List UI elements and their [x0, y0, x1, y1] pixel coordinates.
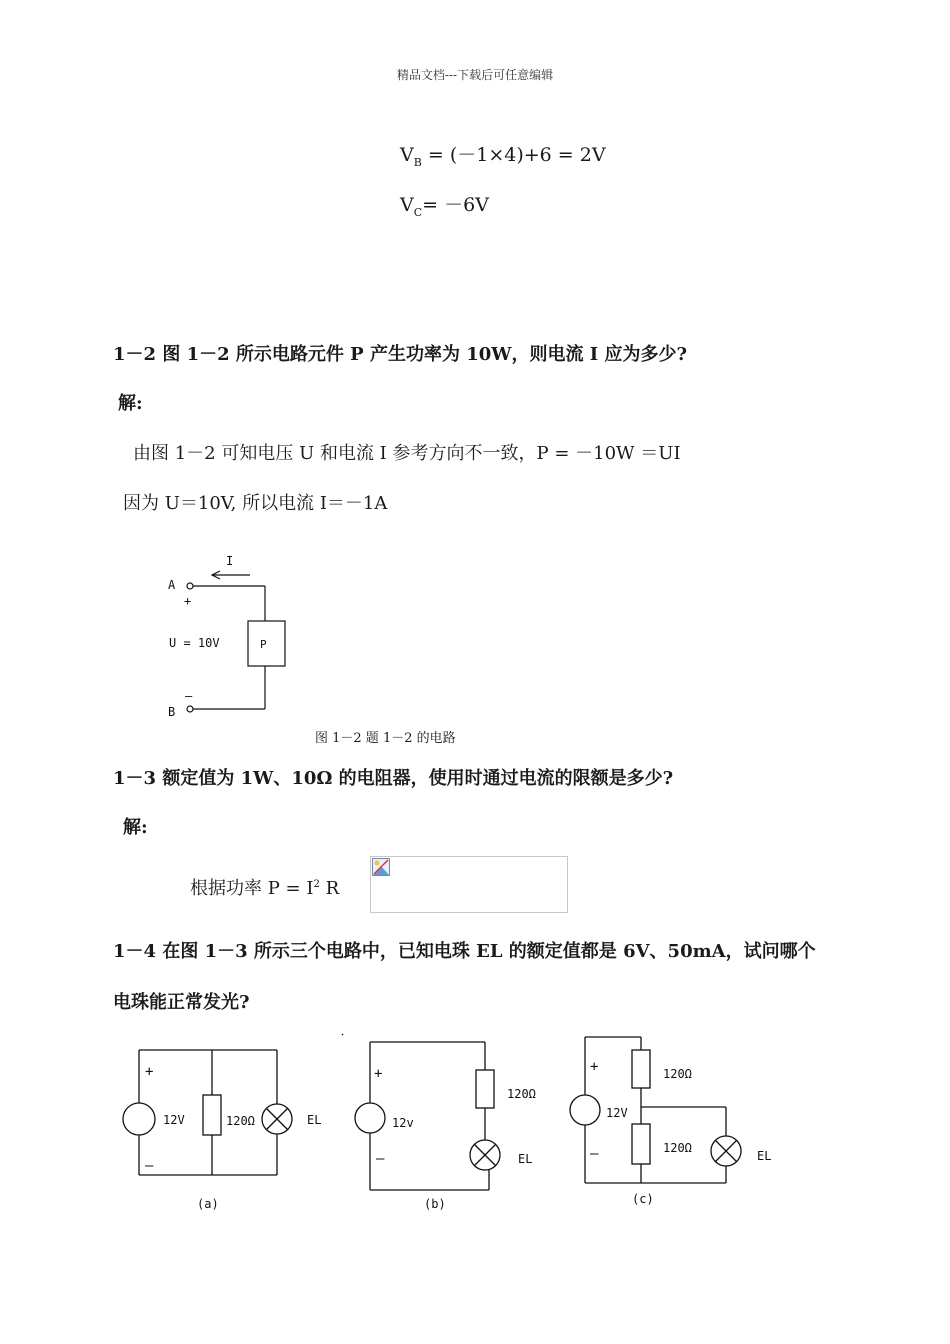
fig12-minus: — — [185, 689, 193, 703]
fig12-node-b: B — [168, 705, 176, 719]
question-1-2-title: 1－2 图 1－2 所示电路元件 P 产生功率为 10W，则电流 I 应为多少? — [113, 344, 687, 365]
eq-vc-subscript: C — [413, 205, 423, 219]
figure-1-2-caption: 图 1－2 题 1－2 的电路 — [315, 731, 456, 746]
figure-1-2-circuit — [150, 545, 330, 725]
circuit-a-lamp-label: EL — [307, 1113, 322, 1127]
circuit-a-caption: (a) — [197, 1197, 219, 1211]
eq-vb-symbol: V — [400, 144, 414, 166]
question-1-3-formula — [190, 874, 339, 900]
circuit-a-resistor-label: 120Ω — [226, 1114, 255, 1128]
question-1-2-solution-label: 解: — [118, 393, 143, 414]
figure-1-3-circuits — [110, 1025, 800, 1225]
formula-exponent: 2 — [313, 879, 320, 890]
circuit-b-resistor-label: 120Ω — [507, 1087, 536, 1101]
circuit-b-plus: + — [374, 1066, 383, 1082]
question-1-4-title-line-1: 1－4 在图 1－3 所示三个电路中，已知电珠 EL 的额定值都是 6V、50mA，试问哪个 — [113, 941, 816, 962]
circuit-c-caption: (c) — [632, 1192, 654, 1206]
circuit-a-plus: + — [145, 1064, 154, 1080]
circuit-c-resistor-bottom-label: 120Ω — [663, 1141, 692, 1155]
fig12-node-a: A — [168, 578, 176, 592]
question-1-4-title-line-2: 电珠能正常发光? — [113, 992, 250, 1013]
circuit-b-caption: (b) — [424, 1197, 446, 1211]
formula-prefix: 根据功率 P = I — [190, 878, 314, 899]
circuit-a-minus: — — [145, 1158, 154, 1174]
fig12-voltage-label: U = 10V — [169, 636, 220, 650]
question-1-2-solution-line-2: 因为 U＝10V, 所以电流 I＝－1A — [123, 493, 388, 514]
fig12-element-label: P — [260, 638, 267, 651]
question-1-3-title: 1－3 额定值为 1W、10Ω 的电阻器，使用时通过电流的限额是多少? — [113, 768, 674, 789]
eq-vc-expression: = －6V — [422, 194, 489, 216]
eq-vb-subscript: B — [413, 155, 422, 169]
question-1-2-solution-line-1: 由图 1－2 可知电压 U 和电流 I 参考方向不一致，P = －10W ＝UI — [133, 443, 681, 464]
circuit-b — [342, 1034, 500, 1190]
equation-vb — [400, 140, 606, 169]
circuit-b-minus: — — [376, 1151, 385, 1167]
question-1-3-solution-label: 解: — [123, 817, 148, 838]
circuit-b-lamp-label: EL — [518, 1152, 533, 1166]
circuit-c-minus: — — [590, 1146, 599, 1162]
fig12-current-label: I — [226, 554, 234, 568]
fig12-plus: + — [184, 594, 192, 608]
circuit-c-plus: + — [590, 1059, 599, 1075]
equation-vc — [400, 190, 489, 219]
eq-vb-expression: = (－1×4)+6 = 2V — [421, 144, 606, 166]
page-header: 精品文档---下载后可任意编辑 — [396, 68, 554, 82]
eq-vc-symbol: V — [400, 194, 414, 216]
missing-image-frame — [370, 856, 568, 913]
circuit-c-source-label: 12V — [606, 1106, 628, 1120]
circuit-c-lamp-label: EL — [757, 1149, 772, 1163]
formula-suffix: R — [319, 878, 340, 899]
circuit-c-resistor-top-label: 120Ω — [663, 1067, 692, 1081]
circuit-b-source-label: 12v — [392, 1116, 414, 1130]
broken-image-icon — [372, 858, 390, 876]
circuit-a-source-label: 12V — [163, 1113, 185, 1127]
